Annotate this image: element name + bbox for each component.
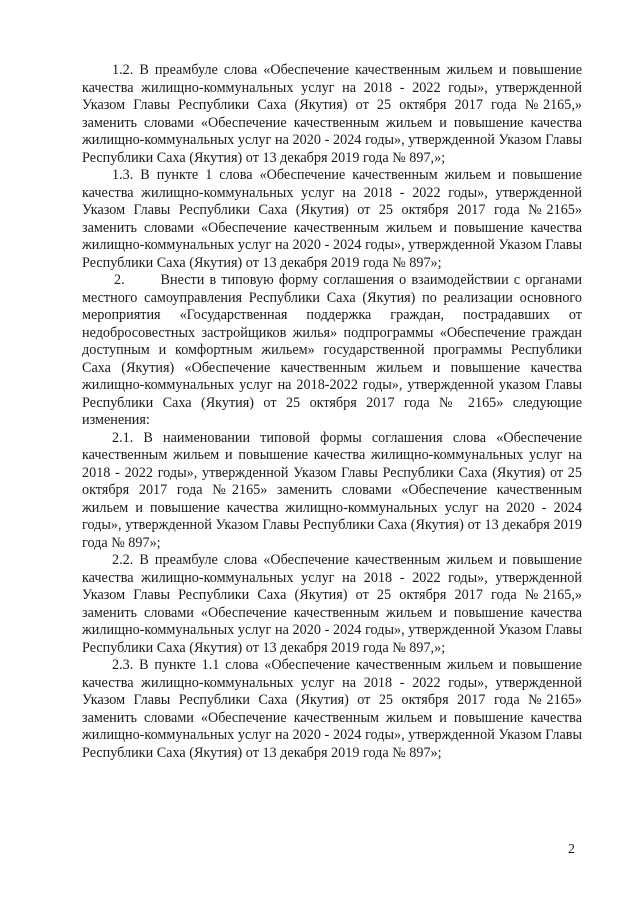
paragraph-number: 2. [114, 272, 125, 288]
paragraph-2-3 [82, 657, 582, 762]
paragraph-1-3 [82, 167, 582, 272]
paragraph-number: 1.3. [112, 167, 134, 183]
paragraph-number: 1.2. [112, 62, 134, 78]
paragraph-text: В пункте 1 слова «Обеспечение качественным жильем и повышение качества жилищно-коммунальных услуг на 2018 - 2022 годы», утвержденной Указом Главы Республики Саха (Якутия) от 25 октября 2017 года №2165» заменить словами «Обеспечение качественным жильем и повышение качества жилищно-коммунальных услуг на 2020 - 2024 годы», утвержденной Указом Главы Республики Саха (Якутия) от 13 декабря 2019 года № 897»; [82, 167, 583, 271]
paragraph-text: В преамбуле слова «Обеспечение качественным жильем и повышение качества жилищно-коммунальных услуг на 2018 - 2022 годы», утвержденной Указом Главы Республики Саха (Якутия) от 25 октября 2017 года №2165,» заменить словами «Обеспечение качественным жильем и повышение качества жилищно-коммунальных услуг на 2020 - 2024 годы», утвержденной Указом Главы Республики Саха (Якутия) от 13 декабря 2019 года № 897,»; [82, 62, 583, 166]
paragraph-number: 2.3. [112, 657, 134, 673]
paragraph-text: В наименовании типовой формы соглашения слова «Обеспечение качественным жильем и повышение качества жилищно-коммунальных услуг на 2018 - 2022 годы», утвержденной Указом Главы Республики Саха (Якутия) от 25 октября 2017 года №2165» заменить словами «Обеспечение качественным жильем и повышение качества жилищно-коммунальных услуг на 2020 - 2024 годы», утвержденной Указом Главы Республики Саха (Якутия) от 13 декабря 2019 года № 897»; [82, 429, 582, 551]
paragraph-number: 2.1. [112, 429, 134, 446]
paragraph-2-2 [82, 552, 582, 657]
paragraph-1-2 [82, 62, 582, 167]
paragraph-2-1 [82, 430, 582, 553]
page-number: 2 [568, 842, 575, 857]
paragraph-2 [82, 272, 582, 430]
paragraph-text: В преамбуле слова «Обеспечение качественным жильем и повышение качества жилищно-коммунальных услуг на 2018 - 2022 годы», утвержденной Указом Главы Республики Саха (Якутия) от 25 октября 2017 года №2165,» заменить словами «Обеспечение качественным жильем и повышение качества жилищно-коммунальных услуг на 2020 - 2024 годы», утвержденной Указом Главы Республики Саха (Якутия) от 13 декабря 2019 года № 897,»; [82, 552, 583, 656]
document-page [82, 62, 582, 762]
paragraph-text: В пункте 1.1 слова «Обеспечение качественным жильем и повышение качества жилищно-коммунальных услуг на 2018 - 2022 годы», утвержденной Указом Главы Республики Саха (Якутия) от 25 октября 2017 года №2165» заменить словами «Обеспечение качественным жильем и повышение качества жилищно-коммунальных услуг на 2020 - 2024 годы», утвержденной Указом Главы Республики Саха (Якутия) от 13 декабря 2019 года № 897»; [82, 657, 582, 761]
paragraph-text: Внести в типовую форму соглашения о взаимодействии с органами местного самоуправления Республики Саха (Якутия) по реализации основного мероприятия «Государственная поддержка граждан, пострадавших от недобросовестных застройщиков жилья» подпрограммы «Обеспечение граждан доступным и комфортным жильем» государственной программы Республики Саха (Якутия) «Обеспечение качественным жильем и повышение качества жилищно-коммунальных услуг на 2018-2022 годы», утвержденной указом Главы Республики Саха (Якутия) от 25 октября 2017 года № 2165» следующие изменения: [82, 272, 582, 428]
paragraph-number: 2.2. [112, 552, 134, 568]
